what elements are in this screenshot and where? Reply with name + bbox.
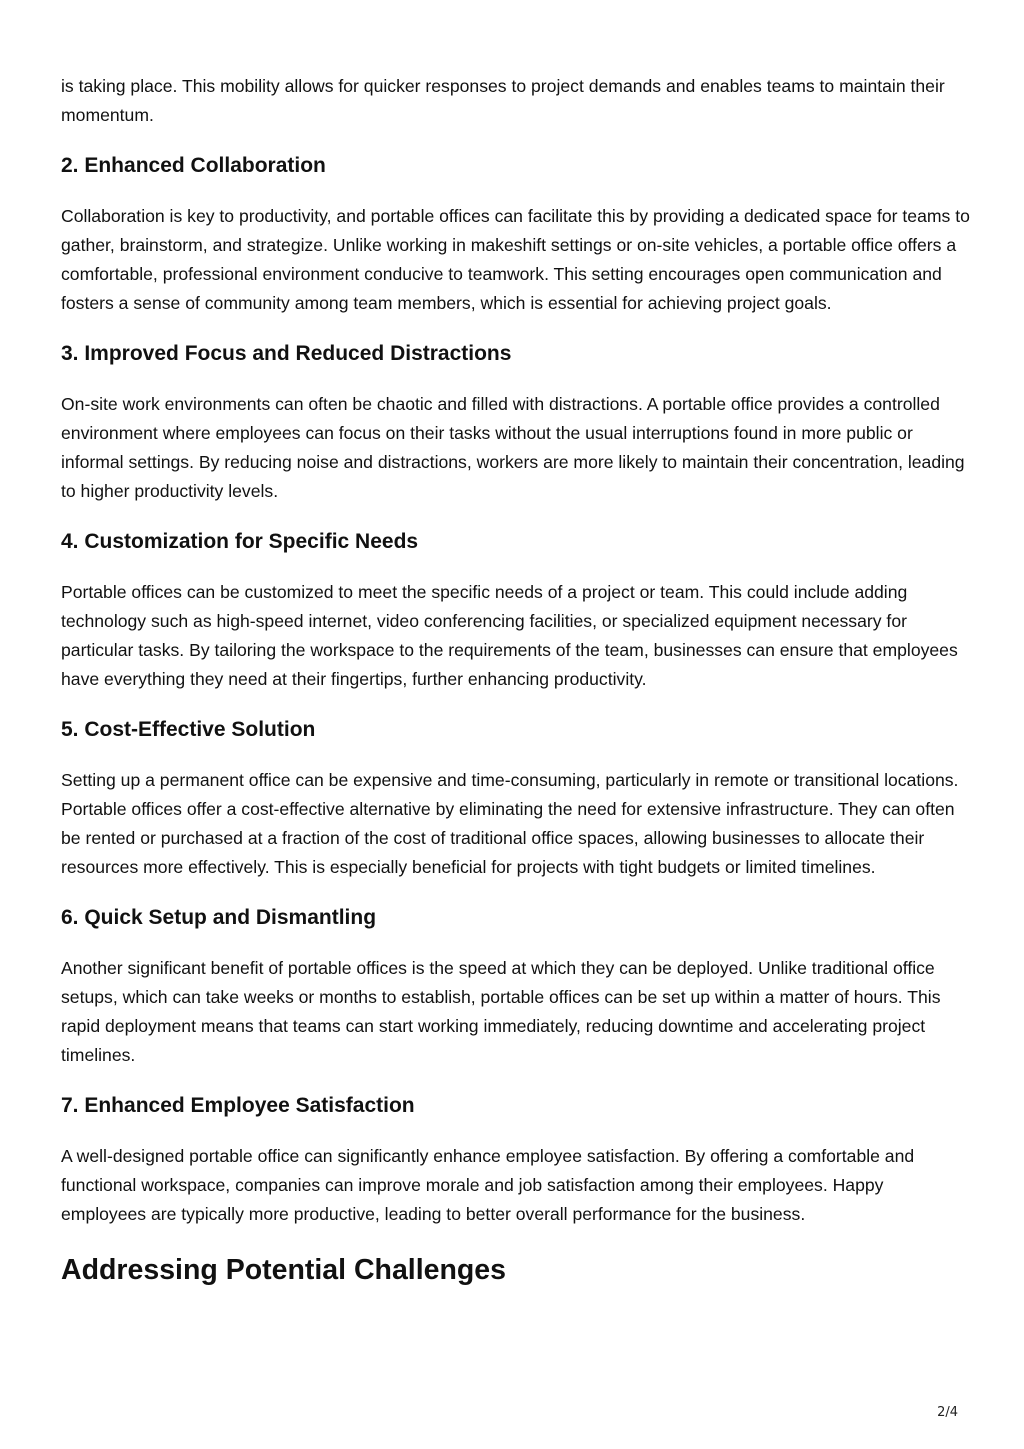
section-paragraph: Another significant benefit of portable offices is the speed at which they can be deployed. Unlike traditional office setups, which can take weeks or months to establish, portable offices can be set up within a matter of hours. This rapid deployment means that teams can start working immediately, reducing downtime and accelerating project timelines. [61,958,941,1065]
section-enhanced-collaboration [61,152,971,318]
section-paragraph: Portable offices can be customized to meet the specific needs of a project or team. This could include adding technology such as high-speed internet, video conferencing facilities, or specialized equipment necessary for particular tasks. By tailoring the workspace to the requirements of the team, businesses can ensure that employees have everything they need at their fingertips, further enhancing productivity. [61,582,958,689]
section-heading: 5. Cost-Effective Solution [61,718,316,741]
section-paragraph: A well-designed portable office can significantly enhance employee satisfaction. By offering a comfortable and functional workspace, companies can improve morale and job satisfaction among their employees. Happy employees are typically more productive, leading to better overall performance for the business. [61,1146,915,1224]
section-heading: 2. Enhanced Collaboration [61,154,326,177]
section-heading: 7. Enhanced Employee Satisfaction [61,1094,415,1117]
section-heading: 6. Quick Setup and Dismantling [61,906,377,929]
section-employee-satisfaction [61,1092,971,1229]
section-customization [61,528,971,694]
section-improved-focus [61,340,971,506]
section-paragraph: Collaboration is key to productivity, and portable offices can facilitate this by providing a dedicated space for teams to gather, brainstorm, and strategize. Unlike working in makeshift settings or on-site vehicles, a portable office offers a comfortable, professional environment conducive to teamwork. This setting encourages open communication and fosters a sense of community among team members, which is essential for achieving project goals. [61,206,970,313]
section-paragraph: On-site work environments can often be chaotic and filled with distractions. A portable office provides a controlled environment where employees can focus on their tasks without the usual interruptions found in more public or informal settings. By reducing noise and distractions, workers are more likely to maintain their concentration, leading to higher productivity levels. [61,394,965,501]
section-quick-setup [61,904,971,1070]
page-number: 2/4 [937,1405,958,1420]
section-cost-effective [61,716,971,882]
section-paragraph: Setting up a permanent office can be expensive and time-consuming, particularly in remote or transitional locations. Portable offices offer a cost-effective alternative by eliminating the need for extensive infrastructure. They can often be rented or purchased at a fraction of the cost of traditional office spaces, allowing businesses to allocate their resources more effectively. This is especially beneficial for projects with tight budgets or limited timelines. [61,770,959,877]
intro-paragraph: is taking place. This mobility allows for quicker responses to project demands and enables teams to maintain their momentum. [61,76,945,125]
section-heading: 4. Customization for Specific Needs [61,530,419,553]
major-heading: Addressing Potential Challenges [61,1254,507,1286]
section-heading: 3. Improved Focus and Reduced Distractions [61,342,512,365]
document-page [61,72,971,1288]
